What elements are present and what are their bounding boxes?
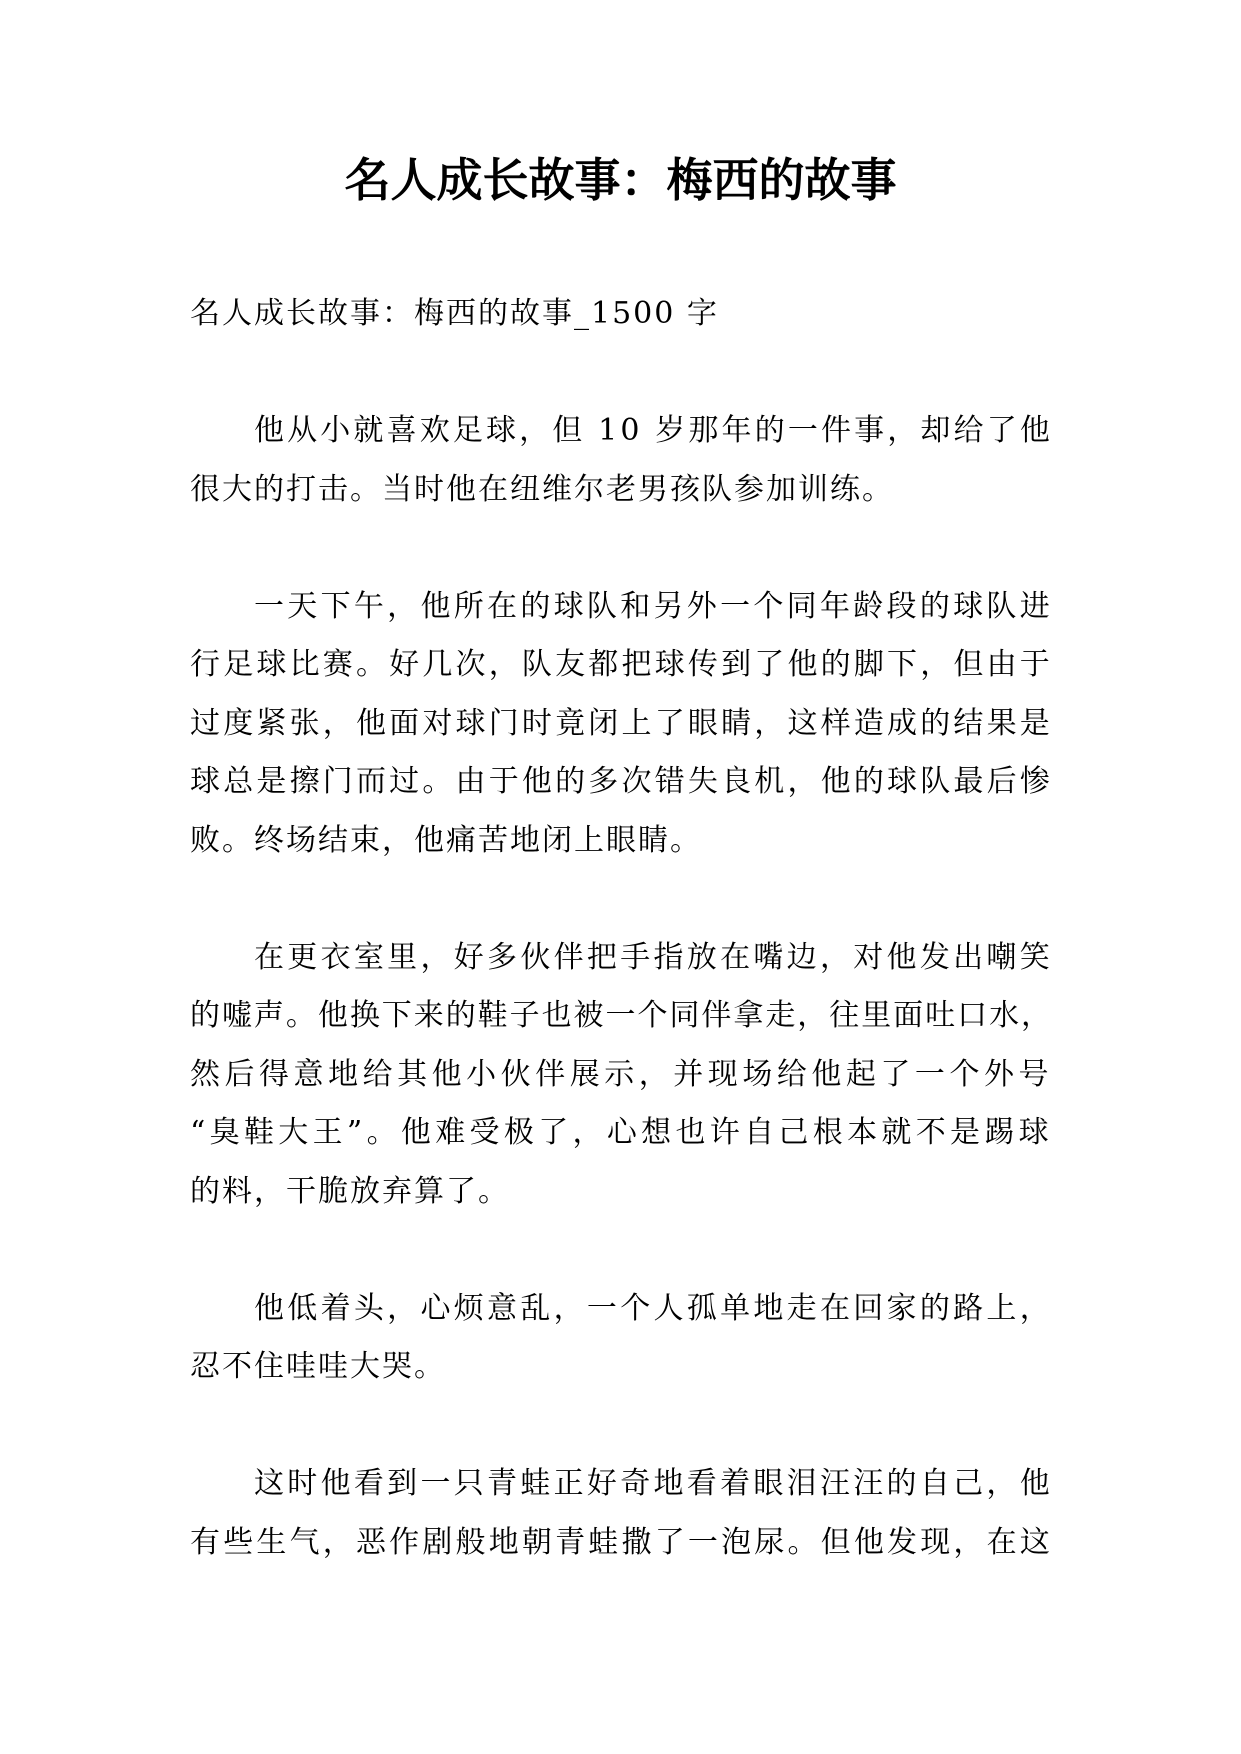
paragraph-line [190, 1514, 1053, 1573]
document-subtitle-text: 名人成长故事：梅西的故事_1500 字 [190, 296, 719, 331]
paragraph [190, 402, 1053, 519]
document-title: 名人成长故事：梅西的故事 [344, 153, 897, 207]
paragraph-line-text: 他从小就喜欢足球，但 10 岁那年的一件事，却给了他 [254, 413, 1053, 448]
paragraph-line [190, 1046, 1053, 1105]
paragraph-line [190, 636, 1053, 695]
paragraph-line-text: 的嘘声。他换下来的鞋子也被一个同伴拿走，往里面吐口水， [190, 998, 1053, 1033]
paragraph-line [190, 1280, 1053, 1339]
document-subtitle [190, 285, 1053, 344]
paragraph-line [190, 929, 1053, 988]
paragraph-line [190, 987, 1053, 1046]
paragraph [190, 1280, 1053, 1397]
paragraph [190, 578, 1053, 871]
paragraph-line [190, 402, 1053, 461]
paragraph-line [190, 1104, 1053, 1163]
paragraph-line [190, 578, 1053, 637]
document-body [190, 285, 1053, 1572]
paragraph-line-text: 的料，干脆放弃算了。 [190, 1173, 510, 1209]
paragraph-line [190, 753, 1053, 812]
paragraph-line-text: 在更衣室里，好多伙伴把手指放在嘴边，对他发出嘲笑 [254, 939, 1053, 975]
paragraph-line-text: 过度紧张，他面对球门时竟闭上了眼睛，这样造成的结果是 [190, 705, 1053, 741]
paragraph-line [190, 461, 1053, 520]
paragraph-line-text: 一天下午，他所在的球队和另外一个同年龄段的球队进 [254, 588, 1053, 624]
paragraph-line [190, 1338, 1053, 1397]
paragraph-line-text: 这时他看到一只青蛙正好奇地看着眼泪汪汪的自己，他 [254, 1466, 1053, 1501]
paragraph-line-text: 球总是擦门而过。由于他的多次错失良机，他的球队最后惨 [190, 764, 1053, 799]
paragraph-line-text: 行足球比赛。好几次，队友都把球传到了他的脚下，但由于 [190, 647, 1053, 682]
paragraph-line [190, 1455, 1053, 1514]
paragraph-line-text: 忍不住哇哇大哭。 [190, 1349, 446, 1384]
paragraph-line-text: 有些生气，恶作剧般地朝青蛙撒了一泡尿。但他发现，在这 [190, 1524, 1053, 1560]
paragraph-line [190, 695, 1053, 754]
paragraph-line-text: “臭鞋大王”。他难受极了，心想也许自己根本就不是踢球 [190, 1115, 1053, 1150]
paragraph-line-text: 败。终场结束，他痛苦地闭上眼睛。 [190, 822, 702, 858]
paragraph-line-text: 然后得意地给其他小伙伴展示，并现场给他起了一个外号 [190, 1056, 1053, 1092]
paragraph [190, 929, 1053, 1222]
paragraph [190, 1455, 1053, 1572]
paragraph-line [190, 1163, 1053, 1222]
paragraph-line-text: 很大的打击。当时他在纽维尔老男孩队参加训练。 [190, 471, 894, 507]
paragraph-line [190, 812, 1053, 871]
paragraph-line-text: 他低着头，心烦意乱，一个人孤单地走在回家的路上， [254, 1290, 1053, 1326]
